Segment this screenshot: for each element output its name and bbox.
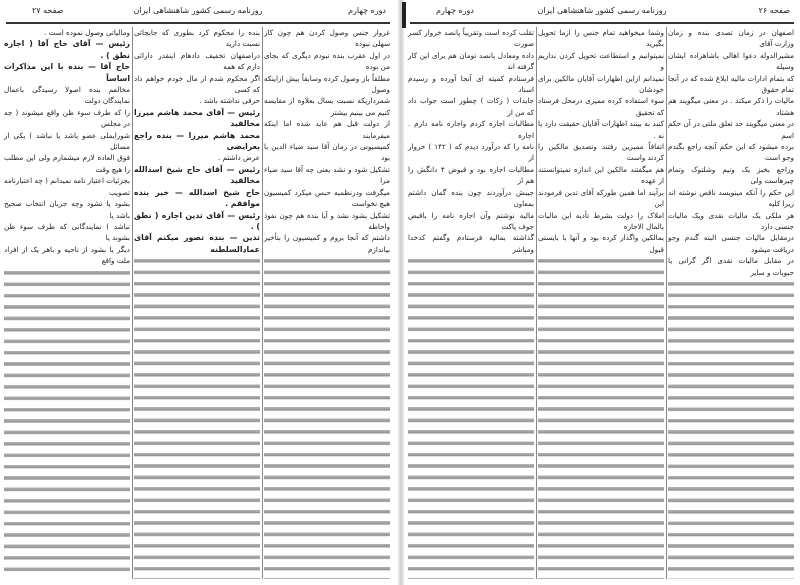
text-line: شمرداریکه نسبت بسال بعلاوه از مقایسه کنیم می بینیم بیشتر: [264, 96, 390, 117]
text-line: مالیه نوشتم وآن اجاره نامه را باقبض جوف پاکت: [408, 210, 534, 231]
text-line: تشکیل بشود نشد و آیا بنده هم چون نفوذ واحاطه: [264, 210, 390, 231]
text-line: شورایملی عضو باشد یا نباشد ) یکی از مسائل: [4, 130, 130, 152]
text-line: در مقابل مالیات نقدی اگر گرانی یا حبوبات و سایر: [668, 256, 794, 277]
column-divider: [262, 27, 263, 579]
illegible-text-continuation: [408, 256, 534, 579]
text-line: محمد هاشم میرزا — بنده راجع بعرایضی: [134, 130, 260, 152]
page-number: صفحه ۲۷: [32, 6, 64, 15]
text-line: تدین — بنده تصور میکنم آقای عمادالسلطنه: [134, 233, 260, 254]
text-line: کنند به بینند اظهارات آقایان حقیقت دارد یا نه .: [538, 119, 664, 140]
text-line: تشکیل شود و نشد یعنی چه آقا سید ضیاء مرا: [264, 164, 390, 186]
text-line: اتفاقاً ممیزین رفتند وتصدیق مالکین را کردند واست: [538, 142, 664, 163]
text-line: ومالیاتی وصول نموده است .: [44, 28, 130, 37]
text-column-3: [4, 27, 130, 579]
text-column-2: [538, 27, 664, 579]
text-line: املاک را دولت بشرط تأدیه این مالیات بالمال الاجاره: [538, 210, 664, 231]
text-line: برآیند اما همین طورکه آقای تدین فرمودند این: [538, 187, 664, 209]
text-line: اصفهان در زمان تصدی بنده و زمان وزارت آقای: [668, 28, 794, 49]
page-header: [2, 6, 394, 20]
text-line: سوء استفاده کرده ممیزی درمحل فرستاد که تحقیق: [538, 96, 664, 117]
text-line: این حکم را آنکه مینویسد ناقص نوشته اند زیرا کلیه: [668, 187, 794, 209]
text-line: اگر محکوم شدم از مال خودم خواهم داد که کسی: [134, 73, 260, 95]
illegible-text-continuation: [264, 256, 390, 579]
text-line: حاج آقا — بنده با این مذاکرات اساساً: [4, 62, 130, 83]
text-line: در معنی میگویند حد تعلق ملتی در آن حکم اسم: [668, 119, 794, 140]
text-line: فوق العاده لازم میشمارم ولی این مطلب را هیچ وقت: [4, 153, 130, 174]
text-line: داشتم که آنجا بروم و کمیسیون را بتأخیر بیاندازم: [264, 233, 390, 254]
text-line: گذاشته بمالیه فرستادم وگفتم کدخدا ومباشر: [408, 233, 534, 254]
text-line: را که طرف سوء ظن واقع میشوند ( چه در مجلس: [4, 107, 130, 129]
text-line: رئیس — آقای محمد هاشم میرزا مخالفید: [134, 107, 260, 129]
book-spine: [398, 0, 404, 585]
illegible-text-continuation: [668, 279, 794, 579]
illegible-text-continuation: [538, 256, 664, 579]
text-line: وشما میخواهید تمام جنس را ازما تحویل بگیرید: [538, 28, 664, 49]
text-column-2: [134, 27, 260, 579]
text-line: غروار جنس وصول کردن هم چون کار سهلی نبوده: [264, 28, 390, 49]
text-line: هر ملکی یک مالیات نقدی ویک مالیات جنسی دارد: [668, 210, 794, 231]
text-line: در اول عقرب بنده نبودم دیگری که بجای من بوده: [264, 50, 390, 72]
text-line: مطلقاً باز وصول کرده وسابقاً پیش ازاینکه وصول: [264, 73, 390, 95]
text-line: بشود یا نشود وچه جریان انتخاب صحیح باشد یا: [4, 199, 130, 220]
text-line: کمیسیونی در زمان آقا سید ضیاء الدین با بود: [264, 142, 390, 163]
column-divider: [132, 27, 133, 579]
text-line: نباشد ) نمایندگانی که طرف سوء ظن بشوند یا: [4, 221, 130, 243]
text-line: بنده را محکوم کرد بطوری که جابجائی نسبت دارید: [134, 28, 260, 49]
text-line: مطالبات اجاره کردم واجاره نامه دارم . اجاره: [408, 119, 534, 140]
text-column-1: [668, 27, 794, 579]
header-rule: [410, 22, 794, 24]
newspaper-title: روزنامه رسمی کشور شاهنشاهی ایران: [133, 6, 263, 15]
text-line: مطالبات اجاره بود و قبوض ۴ دانگش را هم از: [408, 164, 534, 186]
volume-label: دوره چهارم: [348, 6, 386, 15]
text-line: حرفی نداشته باشد .: [199, 96, 260, 106]
page-header: [406, 6, 798, 20]
text-line: دیگر یا بشود از ناحیه و باهر یک از افراد ملت واقع: [4, 244, 130, 266]
text-line: حاج شیخ اسدالله — خیر بنده موافقم .: [134, 187, 260, 209]
text-line: نامه را که درآورد دیدم که ( ۱۴۲ ) خروار از: [408, 142, 534, 163]
text-line: میگرفت ودرنظمیه حبس میکرد کمیسیون هیچ نخواست: [264, 187, 390, 209]
text-line: رئیس — آقای حاج آقا ( اجازه نطق ) .: [4, 39, 130, 60]
text-line: فرستادم کمیته ای آنجا آورده و رسیدم اسناد: [408, 73, 534, 95]
text-column-1: [264, 27, 390, 579]
illegible-text-continuation: [4, 268, 130, 579]
illegible-text-continuation: [134, 256, 260, 579]
text-line: نمیتوانیم و استطاعت تحویل کردن نداریم و: [538, 50, 664, 72]
text-line: وراجع بخبز یک ونیم وشلتوک وتمام چیزهاست ولی: [668, 164, 794, 186]
page-number: صفحه ۲۶: [758, 6, 790, 15]
text-line: بمالکین واگذار کرده بود و آنها با بایستی قبول: [538, 233, 664, 254]
text-line: رئیس — آقای حاج شیخ اسدالله مخالفید: [134, 164, 260, 186]
right-page-26: [406, 0, 798, 585]
text-line: دراصفهان تخفیف دادهام اینقدر دارائی دارم که همه: [134, 50, 260, 72]
text-line: مخالفم بنده اصولا رسیدگی باعمال نمایندگان دولت: [4, 85, 130, 106]
text-line: بجزئیات اعتبار نامه نمیدانم ( چه اعتبارنامه تصویب: [4, 176, 130, 197]
text-line: از دولت قبل هم عاید شده اما اینکه میفرمایند: [264, 119, 390, 140]
header-rule: [6, 22, 390, 24]
column-divider: [536, 27, 537, 579]
text-line: که بتمام ادارات مالیه ابلاغ شده که در آنجا تمام حقوق: [668, 73, 794, 95]
text-line: نمیدانم ازاین اظهارات آقایان مالکین برای خودشان: [538, 73, 664, 95]
newspaper-title: روزنامه رسمی کشور شاهنشاهی ایران: [537, 6, 667, 15]
column-divider: [666, 27, 667, 579]
text-line: جیبش درآوردند چون بنده گمان داشتم بمعاون: [408, 187, 534, 209]
text-line: مالیات را ذکر میکند . در معنی میگویند هم هشتاد: [668, 96, 794, 117]
text-line: جایدات ( زکات ) چطور است جواب داد که من از: [408, 96, 534, 117]
text-line: عرض داشتم .: [218, 153, 260, 163]
text-line: تقلب کرده است وتقریباً پانصد خروار کسر صورت: [408, 28, 534, 49]
text-line: هم میگفتند مالکین این اندازه نمیتوانستند از عهده: [538, 164, 664, 186]
text-line: رئیس — آقای تدین اجازه ( نطق ) .: [134, 210, 260, 231]
left-page-27: [2, 0, 394, 585]
volume-label: دوره چهارم: [436, 6, 474, 15]
text-line: داده ومعادل پانصد تومان هم برای این کار گرفته اند: [408, 50, 534, 72]
text-line: برده میشود که این حکم آنچه راجع بگندم وجو است: [668, 142, 794, 163]
text-column-3: [408, 27, 534, 579]
text-line: مشیرالدوله دعوا اهالی باشاهزاده ایشان وسیله: [668, 50, 794, 72]
text-line: درمقابل مالیات جنسی البته گندم وجو دریافت میشود: [668, 233, 794, 254]
